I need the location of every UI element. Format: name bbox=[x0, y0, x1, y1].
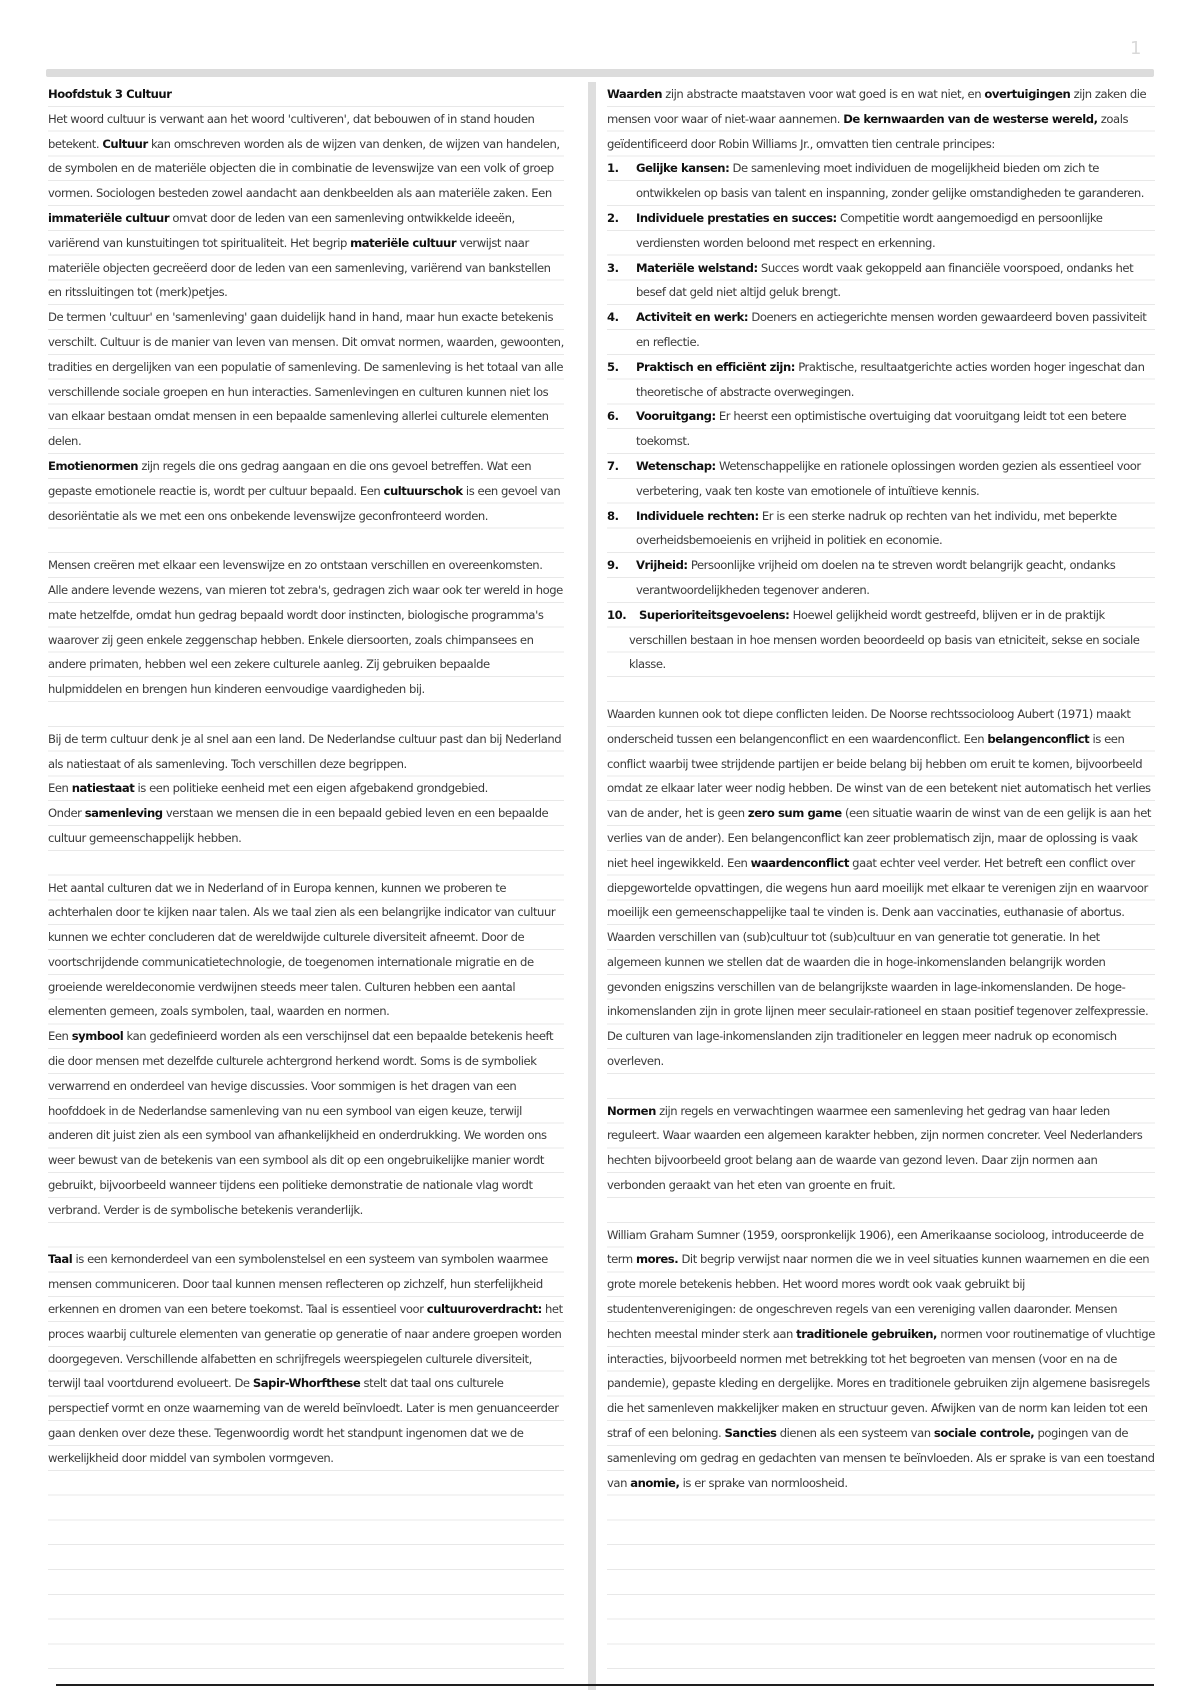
core-value-item bbox=[607, 256, 1155, 306]
core-value-item bbox=[607, 156, 1155, 206]
key-term: waardenconflict bbox=[750, 855, 849, 870]
core-value-number: 2. bbox=[607, 210, 619, 225]
text-run: Waarden kunnen ook tot diepe conflicten leiden. De Noorse rechtssocioloog Aubert (1971) maakt onderscheid tussen een belangenconflict en een waardenconflict. Een bbox=[607, 706, 1131, 746]
text-run: Mensen creëren met elkaar een levenswijze en zo ontstaan verschillen en overeenkomsten. Alle andere levende wezens, van mieren tot zebra's, gedragen zich waar ook ter wereld in hoge mate hetzelfde, omdat hun gedrag bepaald wordt door instincten, biologische programma's waarover zij geen enkele zeggenschap hebben. Enkele diersoorten, zoals chimpansees en andere primaten, hebben wel een zekere culturele aanleg. Zij gebruiken bepaalde hulpmiddelen en brengen hun kinderen eenvoudige vaardigheden bij. bbox=[48, 558, 563, 697]
key-term: belangenconflict bbox=[987, 731, 1090, 746]
key-term: Emotienormen bbox=[48, 458, 139, 473]
text-run: zoals geïdentificeerd door Robin Williams Jr., omvatten tien centrale principes: bbox=[607, 111, 1129, 151]
text-run: is een politieke eenheid met een eigen afgebakend grondgebied. bbox=[134, 781, 488, 796]
text-run: zijn abstracte maatstaven voor wat goed is en wat niet, en bbox=[662, 87, 985, 101]
core-value-number: 9. bbox=[607, 558, 619, 573]
text-run: Een bbox=[48, 1029, 72, 1044]
key-term: mores. bbox=[635, 1252, 679, 1267]
text-run: stelt dat taal ons culturele perspectief vormt en onze waarneming van de wereld beïnvloedt. Later is men genuanceerder gaan denken over deze these. Tegenwoordig wordt het standpunt ingenomen dat we de werkelijkheid door middel van symbolen vormgeven. bbox=[48, 1376, 559, 1465]
key-term: Cultuur bbox=[102, 136, 148, 151]
core-value-item bbox=[607, 504, 1155, 554]
text-run: zijn regels en verwachtingen waarmee een samenleving het gedrag van haar leden reguleert. Waar waarden een algemeen karakter hebben, zijn normen concreter. Veel Nederlanders hechten bijvoorbeeld groot belang aan de waarde van gezond leven. Daar zijn normen aan verbonden geraakt van het eten van groente en fruit. bbox=[607, 1103, 1143, 1193]
core-value-item bbox=[607, 553, 1155, 603]
key-term: sociale controle, bbox=[933, 1426, 1035, 1441]
text-run: zijn zaken die mensen voor waar of niet-waar aannemen. bbox=[607, 87, 1147, 126]
paragraph-land bbox=[48, 727, 564, 777]
core-value-number: 7. bbox=[607, 458, 619, 473]
left-column bbox=[48, 82, 564, 1679]
text-run: dienen als een systeem van bbox=[776, 1426, 934, 1441]
core-value-term: Vrijheid: bbox=[636, 558, 688, 573]
text-run: verwijst naar materiële objecten gecreëerd door de leden van een samenleving, variërend van bankstellen en ritssluitingen tot (merk)petjes. bbox=[48, 235, 551, 300]
core-value-term: Superioriteitsgevoelens: bbox=[639, 607, 790, 622]
core-value-number: 8. bbox=[607, 508, 619, 523]
text-run: zijn regels die ons gedrag aangaan en die ons gevoel betreffen. Wat een gepaste emotionele reactie is, wordt per cultuur bepaald. Een bbox=[48, 458, 532, 498]
key-term: overtuigingen bbox=[984, 87, 1071, 101]
paragraph-taal bbox=[48, 1247, 564, 1470]
core-value-text: Succes wordt vaak gekoppeld aan financiële voorspoed, ondanks het besef dat geld niet altijd geluk brengt. bbox=[636, 260, 1134, 300]
bottom-rule bbox=[56, 1684, 1154, 1686]
core-value-number: 4. bbox=[607, 310, 619, 325]
text-run: is er sprake van normloosheid. bbox=[679, 1475, 848, 1490]
paragraph-waarden-intro bbox=[607, 82, 1155, 156]
core-value-term: Individuele prestaties en succes: bbox=[636, 210, 837, 225]
page-number: 1 bbox=[1130, 38, 1142, 59]
key-term: zero sum game bbox=[747, 806, 842, 821]
key-term: cultuurschok bbox=[383, 483, 463, 498]
text-run: De termen 'cultuur' en 'samenleving' gaan duidelijk hand in hand, maar hun exacte betekenis verschilt. Cultuur is de manier van leven van mensen. Dit omvat normen, waarden, gewoonten, tradities en dergelijken van een populatie of samenleving. De samenleving is het totaal van alle verschillende sociale groepen en hun interacties. Samenlevingen en culturen kunnen niet los van elkaar bestaan omdat mensen in een bepaalde samenleving allerlei culturele elementen delen. bbox=[48, 310, 564, 449]
key-term: materiële cultuur bbox=[350, 235, 457, 250]
text-run: gaat echter veel verder. Het betreft een conflict over diepgewortelde opvattingen, die wegens hun aard moeilijk met elkaar te verenigen zijn en waarvoor moeilijk een gemeenschappelijke taal te vinden is. Denk aan vaccinaties, euthanasie of abortus. Waarden verschillen van (sub)cultuur tot (sub)cultuur en van generatie tot generatie. In het algemeen kunnen we stellen dat de waarden die in hoge-inkomenslanden belangrijk worden gevonden enigszins verschillen van de belangrijkste waarden in lage-inkomenslanden. De hoge-inkomenslanden zijn in grote lijnen meer seculair-rationeel en staan positief tegenover zelfexpressie. De culturen van lage-inkomenslanden zijn traditioneler en leggen meer nadruk op economisch overleven. bbox=[607, 855, 1149, 1069]
key-term: traditionele gebruiken, bbox=[796, 1326, 937, 1341]
core-values-list bbox=[607, 156, 1155, 677]
text-run: (een situatie waarin de winst van de een gelijk is aan het verlies van de ander). Een belangenconflict kan zeer problematisch zijn, maar de oplossing is vaak niet heel ingewikkeld. Een bbox=[607, 806, 1151, 870]
key-term: anomie, bbox=[630, 1475, 680, 1490]
core-value-number: 5. bbox=[607, 359, 619, 374]
core-value-item bbox=[607, 305, 1155, 355]
core-value-number: 1. bbox=[607, 161, 619, 176]
text-run: verstaan we mensen die in een bepaald gebied leven en een bepaalde cultuur gemeenschappelijk hebben. bbox=[48, 806, 549, 845]
key-term: De kernwaarden van de westerse wereld, bbox=[843, 111, 1098, 126]
paragraph-cultuur-definitie bbox=[48, 107, 564, 305]
right-column bbox=[607, 82, 1155, 1679]
text-run: Het aantal culturen dat we in Nederland of in Europa kennen, kunnen we proberen te achterhalen door te kijken naar talen. Als we taal zien als een belangrijke indicator van cultuur kunnen we echter concluderen dat de wereldwijde culturele diversiteit afneemt. Door de voortschrijdende communicatietechnologie, de toegenomen internationale migratie en de groeiende wereldeconomie verdwijnen steeds meer talen. Culturen hebben een aantal elementen gemeen, zoals symbolen, taal, waarden en normen. bbox=[48, 880, 556, 1019]
core-value-number: 3. bbox=[607, 260, 619, 275]
key-term: Sapir-Whorfthese bbox=[252, 1376, 361, 1391]
core-value-text: Er heerst een optimistische overtuiging dat vooruitgang leidt tot een betere toekomst. bbox=[636, 409, 1127, 449]
paragraph-conflicten bbox=[607, 702, 1155, 1074]
core-value-item bbox=[607, 206, 1155, 256]
text-run: Een bbox=[48, 781, 72, 796]
core-value-text: Er is een sterke nadruk op rechten van het individu, met beperkte overheidsbemoeienis en vrijheid in politiek en economie. bbox=[636, 508, 1117, 548]
core-value-item bbox=[607, 404, 1155, 454]
core-value-number: 10. bbox=[607, 607, 627, 622]
paragraph-emotienormen bbox=[48, 454, 564, 528]
paragraph-mores bbox=[607, 1223, 1155, 1496]
paragraph-samenleving bbox=[48, 801, 564, 851]
core-value-item bbox=[607, 603, 1155, 677]
key-term: Normen bbox=[607, 1103, 656, 1118]
text-run: pogingen van de samenleving om gedrag en gedachten van mensen te beïnvloeden. Als er sprake is van een toestand van bbox=[607, 1426, 1155, 1490]
core-value-term: Individuele rechten: bbox=[636, 508, 759, 523]
paragraph-cultuur-samenleving bbox=[48, 305, 564, 454]
paragraph-symbool bbox=[48, 1024, 564, 1222]
core-value-term: Praktisch en efficiënt zijn: bbox=[636, 359, 795, 374]
paragraph-natiestaat bbox=[48, 776, 564, 801]
core-value-text: Doeners en actiegerichte mensen worden gewaardeerd boven passiviteit en reflectie. bbox=[636, 310, 1147, 349]
key-term: Sancties bbox=[724, 1426, 777, 1441]
column-divider bbox=[588, 82, 596, 1690]
core-value-text: Wetenschappelijke en rationele oplossingen worden gezien als essentieel voor verbetering, vaak ten koste van emotionele of intuïtieve kennis. bbox=[636, 458, 1141, 498]
core-value-term: Materiële welstand: bbox=[636, 260, 758, 275]
core-value-text: Hoewel gelijkheid wordt gestreefd, blijven er in de praktijk verschillen bestaan in hoe mensen worden beoordeeld op basis van etniciteit, sekse en sociale klasse. bbox=[629, 607, 1140, 672]
key-term: symbool bbox=[71, 1029, 124, 1044]
text-run: Bij de term cultuur denk je al snel aan een land. De Nederlandse cultuur past dan bij Nederland als natiestaat of als samenleving. Toch verschillen deze begrippen. bbox=[48, 731, 562, 771]
paragraph-normen bbox=[607, 1099, 1155, 1198]
text-run: is een gevoel van desoriëntatie als we met een ons onbekende levenswijze geconfronteerd worden. bbox=[48, 483, 561, 523]
key-term: Taal bbox=[48, 1252, 73, 1267]
core-value-item bbox=[607, 355, 1155, 405]
text-run: kan gedefinieerd worden als een verschijnsel dat een bepaalde betekenis heeft die door mensen met dezelfde culturele achtergrond herkend wordt. Soms is de symboliek verwarrend en onderdeel van hevige discussies. Voor sommigen is het dragen van een hoofddoek in de Nederlandse samenleving van nu een symbool van eigen keuze, terwijl anderen dit juist zien als een symbool van afhankelijkheid en onderdrukking. We worden ons weer bewust van de betekenis van een symbool als dit op een ongebruikelijke manier wordt gebruikt, bijvoorbeeld wanneer tijdens een politieke demonstratie de nationale vlag wordt verbrand. Verder is de symbolische betekenis veranderlijk. bbox=[48, 1029, 554, 1217]
key-term: immateriële cultuur bbox=[48, 210, 170, 225]
paragraph-talen bbox=[48, 876, 564, 1025]
core-value-text: Persoonlijke vrijheid om doelen na te streven wordt belangrijk geacht, ondanks verantwoordelijkheden tegenover anderen. bbox=[636, 558, 1116, 597]
core-value-text: Competitie wordt aangemoedigd en persoonlijke verdiensten worden beloond met respect en erkenning. bbox=[636, 210, 1103, 250]
key-term: Waarden bbox=[607, 87, 663, 101]
text-run: omvat door de leden van een samenleving ontwikkelde ideeën, variërend van kunstuitingen tot spiritualiteit. Het begrip bbox=[48, 210, 515, 250]
text-run: Onder bbox=[48, 806, 85, 821]
text-run: William Graham Sumner (1959, oorspronkelijk 1906), een Amerikaanse socioloog, introduceerde de term bbox=[607, 1227, 1144, 1267]
core-value-term: Gelijke kansen: bbox=[636, 161, 730, 176]
text-run: is een kernonderdeel van een symbolenstelsel en een systeem van symbolen waarmee mensen communiceren. Door taal kunnen mensen reflecteren op zichzelf, hun sterfelijkheid erkennen en dromen van een betere toekomst. Taal is essentieel voor bbox=[48, 1252, 548, 1317]
key-term: natiestaat bbox=[71, 781, 135, 796]
text-run: normen voor routinematige of vluchtige interacties, bijvoorbeeld normen met betrekking tot het begroeten van mensen (voor en na de pandemie), gepaste kleding en dergelijke. Mores en traditionele gebruiken zijn algemene basisregels die het samenleven makkelijker maken en structuur geven. Afwijken van de norm kan leiden tot een straf of een beloning. bbox=[607, 1326, 1155, 1441]
top-divider bbox=[46, 69, 1154, 77]
text-run: het proces waarbij culturele elementen van generatie op generatie of naar andere groepen worden doorgegeven. Verschillende alfabetten en schrijfregels weerspiegelen culturele diversiteit, terwijl taal voortdurend evolueert. De bbox=[48, 1302, 563, 1391]
key-term: samenleving bbox=[84, 806, 163, 821]
core-value-text: Praktische, resultaatgerichte acties worden hoger ingeschat dan theoretische of abstracte overwegingen. bbox=[636, 359, 1145, 399]
core-value-term: Wetenschap: bbox=[636, 458, 716, 473]
text-run: Dit begrip verwijst naar normen die we in veel situaties kunnen waarnemen en die een grote morele betekenis hebben. Het woord mores wordt ook vaak gebruikt bij studentenverenigingen: de ongeschreven regels van een vereniging vallen daaronder. Mensen hechten meestal minder sterk aan bbox=[607, 1252, 1150, 1341]
text-run: kan omschreven worden als de wijzen van denken, de wijzen van handelen, de symbolen en de materiële objecten die in combinatie de levenswijze van een volk of groep vormen. Sociologen besteden zowel aandacht aan denkbeelden als aan materiële zaken. Een bbox=[48, 136, 560, 201]
text-run: Het woord cultuur is verwant aan het woord 'cultiveren', dat bebouwen of in stand houden betekent. bbox=[48, 111, 535, 151]
core-value-term: Vooruitgang: bbox=[636, 409, 716, 424]
core-value-number: 6. bbox=[607, 409, 619, 424]
paragraph-levenswijze bbox=[48, 553, 564, 702]
core-value-term: Activiteit en werk: bbox=[636, 310, 749, 325]
core-value-text: De samenleving moet individuen de mogelijkheid bieden om zich te ontwikkelen op basis van talent en inspanning, zonder gelijke omstandigheden te garanderen. bbox=[636, 161, 1145, 201]
key-term: cultuuroverdracht: bbox=[426, 1302, 542, 1317]
text-run: is een conflict waarbij twee strijdende partijen er beide belang bij hebben om eruit te komen, bijvoorbeeld omdat ze elkaar later weer nodig hebben. De winst van de een betekent niet automatisch het verlies van de ander, het is geen bbox=[607, 731, 1151, 821]
core-value-item bbox=[607, 454, 1155, 504]
chapter-title: Hoofdstuk 3 Cultuur bbox=[48, 87, 172, 101]
